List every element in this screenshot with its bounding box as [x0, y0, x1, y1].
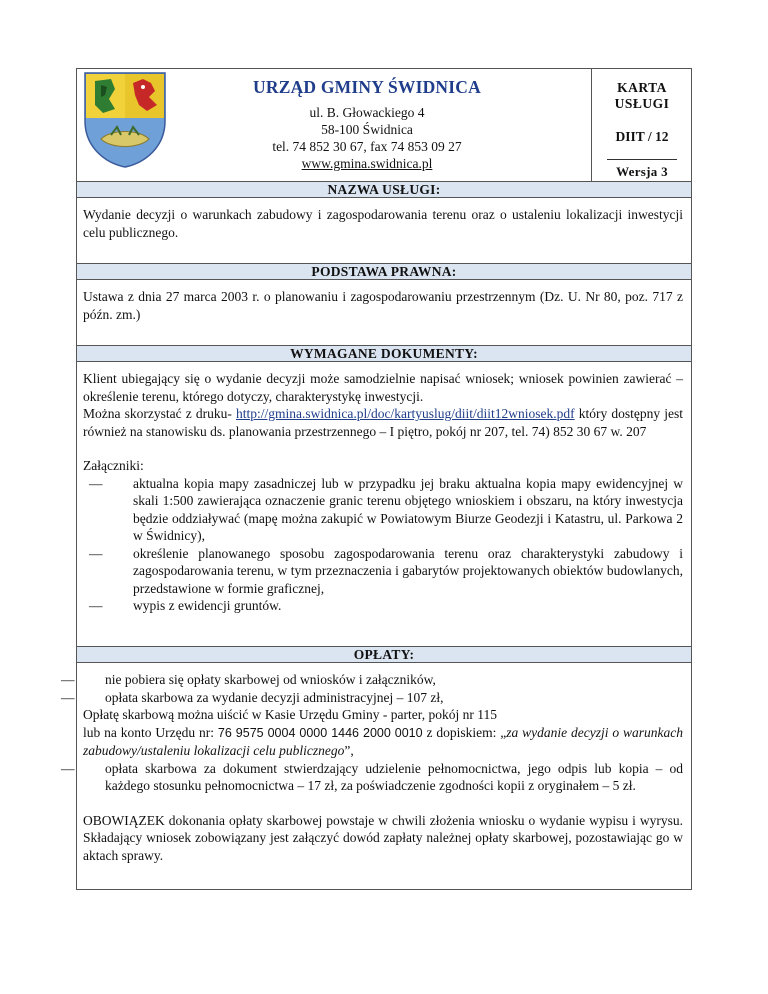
- header: [77, 69, 691, 182]
- documents-block: [83, 370, 683, 615]
- office-postal: 58-100 Świdnica: [321, 122, 413, 137]
- legal-basis-text: Ustawa z dnia 27 marca 2003 r. o planowaniu i zagospodarowaniu przestrzennym (Dz. U. Nr 80, poz. 717 z późn. zm.): [83, 289, 683, 322]
- documents-intro: Klient ubiegający się o wydanie decyzji może samodzielnie napisać wniosek; wniosek powinien zawierać – określenie terenu, którego dotyczy, charakterystykę inwestycji.: [83, 371, 683, 404]
- card-title-2: USŁUGI: [614, 96, 670, 111]
- office-phone: tel. 74 852 30 67, fax 74 853 09 27: [272, 139, 462, 154]
- account-suffix: z dopiskiem: „: [426, 724, 507, 740]
- section-heading-service-name: NAZWA USŁUGI:: [77, 181, 691, 198]
- fee-account-paragraph: [83, 724, 683, 760]
- card-separator: [607, 159, 677, 160]
- fee-item: — opłata skarbowa za dokument stwierdzający udzielenie pełnomocnictwa, jego odpis lub kopia – od każdego stosunku pełnomocnictwa – 17 zł, za poświadczenie zgodności kopii z oryginałem – 5 zł.: [61, 760, 683, 793]
- attachment-item: — wypis z ewidencji gruntów.: [89, 598, 282, 613]
- coat-of-arms-logo: [81, 69, 169, 169]
- section-heading-documents: WYMAGANE DOKUMENTY:: [77, 345, 691, 362]
- office-block: [207, 77, 527, 172]
- account-note: za wydanie decyzji o warunkach zabudowy/ustaleniu lokalizacji celu publicznego: [83, 724, 684, 758]
- section-heading-fees: OPŁATY:: [77, 646, 691, 663]
- fees-block: [61, 671, 684, 864]
- account-end: ”,: [344, 743, 354, 758]
- card-info: [592, 69, 692, 180]
- attachment-item: — aktualna kopia mapy zasadniczej lub w przypadku jej braku aktualna kopia mapy ewidencyjnej w skali 1:500 zawierająca oznaczenie granic terenu objętego wnioskiem i obszaru, na który inwestycja będzie oddziaływać (mapę można zakupić w Powiatowym Biurze Geodezji i Katastru, ul. Parkowa 2 w Świdnicy),: [89, 475, 683, 543]
- section-heading-legal-basis: PODSTAWA PRAWNA:: [77, 263, 691, 280]
- fee-payment-text: Opłatę skarbową można uiścić w Kasie Urzędu Gminy - parter, pokój nr 115: [83, 707, 497, 722]
- form-prefix: Można skorzystać z druku-: [83, 406, 232, 421]
- service-name-text: Wydanie decyzji o warunkach zabudowy i zagospodarowania terenu oraz o ustaleniu lokalizacji inwestycji celu publicznego.: [83, 207, 683, 240]
- documents-form-paragraph: [83, 405, 683, 440]
- service-card-frame: [61, 68, 692, 890]
- attachment-item: — określenie planowanego sposobu zagospodarowania terenu oraz charakterystyki zabudowy i zagospodarowania terenu, w tym przeznaczenia i gabarytów projektowanych obiektów budowlanych, przedstawione w formie graficznej,: [89, 545, 683, 596]
- fee-item: — nie pobiera się opłaty skarbowej od wniosków i załączników,: [61, 672, 436, 687]
- fee-item: — opłata skarbowa za wydanie decyzji administracyjnej – 107 zł,: [61, 689, 444, 705]
- card-title-1: KARTA: [617, 80, 667, 95]
- card-version: Wersja 3: [616, 164, 668, 179]
- account-prefix: lub na konto Urzędu nr:: [83, 724, 215, 740]
- form-download-link[interactable]: http://gmina.swidnica.pl/doc/kartyuslug/diit/diit12wniosek.pdf: [236, 406, 575, 421]
- account-number: 76 9575 0004 0000 1446 2000 0010: [217, 725, 423, 740]
- office-name: URZĄD GMINY ŚWIDNICA: [253, 77, 481, 97]
- form-suffix: który dostępny jest również na stanowisku ds. planowania przestrzennego – I piętro, pokój nr 207, tel. 74) 852 30 67 w. 207: [83, 406, 684, 439]
- fee-obligation-text: OBOWIĄZEK dokonania opłaty skarbowej powstaje w chwili złożenia wniosku o wydanie wypisu i wyrysu. Składający wniosek zobowiązany jest załączyć dowód zapłaty należnej opłaty skarbowej, pozostawiając go w aktach sprawy.: [83, 812, 683, 863]
- office-address: ul. B. Głowackiego 4: [309, 105, 425, 120]
- card-code: DIIT / 12: [615, 129, 669, 144]
- office-website-link[interactable]: www.gmina.swidnica.pl: [301, 156, 433, 171]
- attachments-label: Załączniki:: [83, 458, 144, 473]
